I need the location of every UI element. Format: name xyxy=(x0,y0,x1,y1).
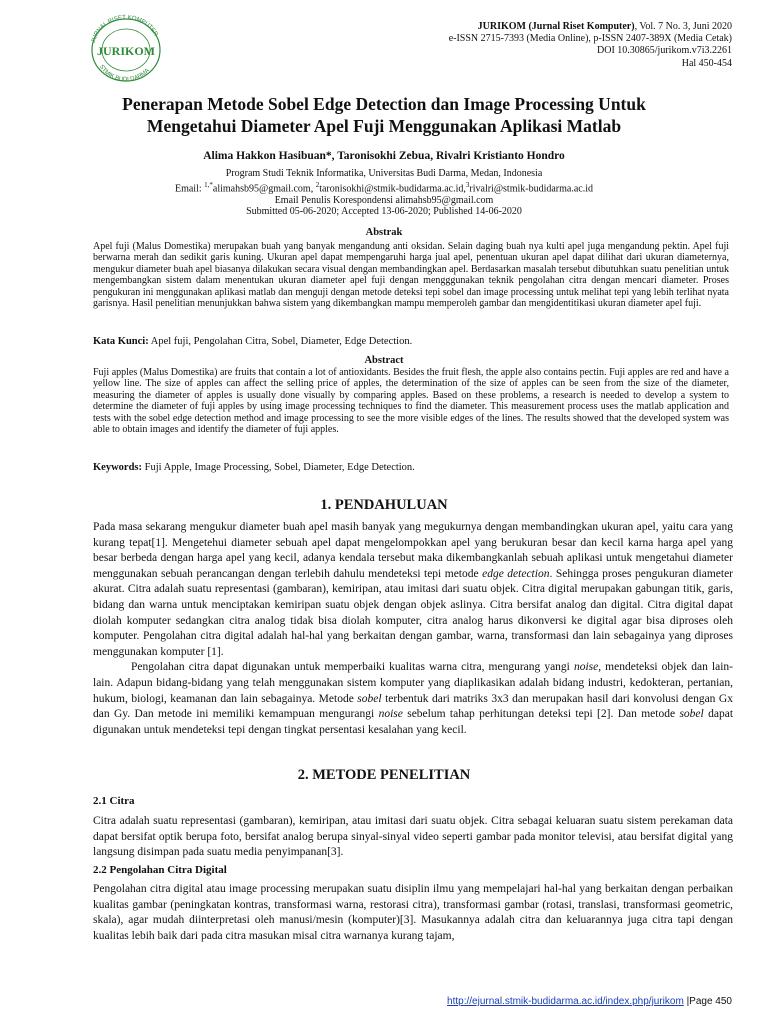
section-1-paragraph-2: Pengolahan citra dapat digunakan untuk memperbaiki kualitas warna citra, mengurang yangi noise, mendeteksi objek dan lain-lain. Adapun bidang-bidang yang telah menggunakan sistem komputer yang diaplikasikan adalah bidang industri, kedokteran, pertanian, hukum, biologi, keamanan dan lain sebagainya. Metode sobel terbentuk dari matriks 3x3 dan merupakan hasil dari konvolusi dengan Gx dan Gy. Dan metode ini memiliki kemampuan mengurangi noise sebelum tahap perhitungan deteksi tepi [2]. Dan metode sobel dapat digunakan untuk mendeteksi tepi dengan tingkat persentasi kesalahan yang kecil. xyxy=(93,661,734,736)
keywords-text: Fuji Apple, Image Processing, Sobel, Diameter, Edge Detection. xyxy=(142,462,415,473)
logo-ring-bottom: STMIK BUDI DARMA xyxy=(97,64,151,83)
email-3: rivalri@stmik-budidarma.ac.id xyxy=(469,182,594,194)
journal-name: JURIKOM (Jurnal Riset Komputer) xyxy=(477,21,635,32)
section-2-heading: 2. METODE PENELITIAN xyxy=(297,767,471,783)
abstrak-heading: Abstrak xyxy=(365,227,403,238)
keywords xyxy=(93,462,729,473)
page-footer xyxy=(447,996,732,1007)
journal-issn: e-ISSN 2715-7393 (Media Online), p-ISSN 2407-389X (Media Cetak) xyxy=(448,33,732,45)
svg-text:STMIK BUDI DARMA xyxy=(98,64,151,83)
logo-ring-top: JURNAL RISET KOMPUTER xyxy=(90,14,159,44)
authors: Alima Hakkon Hasibuan*, Taronisokhi Zebua, Rivalri Kristianto Hondro xyxy=(203,150,565,162)
subsection-2-2-body: Pengolahan citra digital atau image processing merupakan suatu disiplin ilmu yang mempelajari hal-hal yang berkaitan dengan perbaikan kualitas gambar (peningkatan kontras, transformasi warna, restorasi citra), transformasi gambar (rotasi, translasi, transformasi geometric, skala), agar mudah diinterpretasi oleh manusi/mesin (komputer)[3]. Masukannya adalah citra dan keluarannya juga citra tapi dengan kualitas lebih baik dari pada citra masukan misal citra warnanya kurang tajam, xyxy=(93,883,733,942)
journal-issue: , Vol. 7 No. 3, Juni 2020 xyxy=(634,21,732,32)
title-line-2: Mengetahui Diameter Apel Fuji Menggunakan Aplikasi Matlab xyxy=(146,116,622,136)
title-line-1: Penerapan Metode Sobel Edge Detection dan Image Processing Untuk xyxy=(122,94,646,114)
submission-dates: Submitted 05-06-2020; Accepted 13-06-2020; Published 14-06-2020 xyxy=(246,206,522,218)
emails xyxy=(60,180,708,195)
jurikom-logo xyxy=(86,13,166,83)
journal-doi: DOI 10.30865/jurikom.v7i3.2261 xyxy=(597,45,732,57)
keywords-label: Keywords: xyxy=(93,462,142,473)
page-number: |Page 450 xyxy=(683,996,732,1007)
kata-kunci-text: Apel fuji, Pengolahan Citra, Sobel, Diameter, Edge Detection. xyxy=(148,336,413,347)
email-sup-1: 1,* xyxy=(204,180,213,189)
subsection-2-2-heading: 2.2 Pengolahan Citra Digital xyxy=(93,864,227,876)
section-1-paragraph-1: Pada masa sekarang mengukur diameter buah apel masih banyak yang megukurnya dengan membandingkan ukuran apel, yaitu cara yang kurang tepat[1]. Mengetehui diameter sebuah apel dapat mengelompokkan apel yang berukuran besar dan kecil karna harga apel yang besar berbeda dengan harga apel yang kecil, adanya kendala tersebut maka dikembangkanlah sebuah aplikasi untuk mengetahui diameter menggunakan sebuah perancangan dengan terlebih dahulu mendeteksi tepi metode edge detection. Sehingga proses pengukuran diameter akurat. Citra adalah suatu representasi (gambaran), kemiripan, atau imitasi dari suatu objek. Citra digital merupakan gabungan titik, garis, bidang dan warna untuk menciptakan kemiripan suatu objek dengan objek aslinya. Citra bersifat analog dan digital. Citra digital dapat diolah komputer sedangkan citra analog tidak bisa diolah komputer, citra analog harus dikonversi ke digital agar bisa diproses oleh komputer. Pengolahan citra digital adalah hal-hal yang berkaitan dengan gambar, warna, transformasi dan lain sebagainya yang diproses menggunakan komputer [1]. xyxy=(93,521,734,658)
logo-name: JURIKOM xyxy=(97,44,155,58)
email-2: taronisokhi@stmik-budidarma.ac.id, xyxy=(319,182,466,194)
journal-info xyxy=(312,21,732,70)
email-sup-3: 3 xyxy=(465,180,470,189)
journal-pages: Hal 450-454 xyxy=(681,57,732,69)
corresponding-email: Email Penulis Korespondensi alimahsb95@gmail.com xyxy=(274,194,494,206)
section-1-body xyxy=(93,520,733,738)
email-1: alimahsb95@gmail.com, xyxy=(212,182,316,194)
abstrak-text: Apel fuji (Malus Domestika) merupakan buah yang banyak mengandung anti oksidan. Selain daging buah nya kulti apel juga mengandung pektin. Apel fuji berwarna merah dan sedikit garis kuning. Ukuran apel dapat mempengaruhi harga jual apel, penentuan ukuran apel dapat dilihat dari ukuran diameternya, mengukur diameter buah apel biasanya dilakukan secara visual dengan membandingkan apel. Berdasarkan masalah tersebut dibutuhkan suatu penelitian untuk mengembangkan sistem dalam menentukan ukuran diameter apel fuji dengan mengggunakan teknik pengolahan citra dengan mencari diameter. Proses pengukuran ini menggunakan aplikasi matlab dan menguji dengan metode deteksi tepi sobel dan image processing untuk melihat tepi yang lebih terlihat nyata garisnya. Hasil penelitian menunjukkan bahwa sistem yang dikembangkan mampu memperoleh gambar dan mengidentitikasi ukuran diameter apel fuji. xyxy=(93,241,729,310)
program: Program Studi Teknik Informatika, Universitas Budi Darma, Medan, Indonesia xyxy=(225,168,543,179)
abstract-text: Fuji apples (Malus Domestika) are fruits that contain a lot of antioxidants. Besides the fruit flesh, the apple also contains pectin. Fuji apples are red and have a yellow line. The size of apples can affect the selling price of apples, the determination of the size of apples can be seen from the size of the diameter, measuring the diameter of apples is usually done visually by comparing apples. Based on these problems, a research is needed to develop a system to determine the diameter of fuji apples by using image processing techniques to find the diameter. This measurement process uses the matlab application and tests with the sobel edge detection method and image processing to see the more visible edges of the lines. The results showed that the developed system was able to obtain images and identify the diameter of fuji apples. xyxy=(93,367,729,436)
section-1-heading: 1. PENDAHULUAN xyxy=(320,497,448,513)
kata-kunci xyxy=(93,336,729,347)
subsection-2-1-body: Citra adalah suatu representasi (gambaran), kemiripan, atau imitasi dari suatu objek. Citra sebagai keluaran suatu sistem perekaman data dapat bersifat optik berupa foto, bersifat analog berupa sinyal-sinyal video seperti gambar pada monitor televisi, atau bersifat digital yang langsung disimpan pada suatu media penyimpanan[3]. xyxy=(93,815,733,859)
kata-kunci-label: Kata Kunci: xyxy=(93,336,149,347)
journal-url-link[interactable]: http://ejurnal.stmik-budidarma.ac.id/index.php/jurikom xyxy=(447,996,684,1007)
email-sup-2: 2 xyxy=(315,180,320,189)
affiliation xyxy=(60,168,708,218)
subsection-2-1-heading: 2.1 Citra xyxy=(93,795,135,807)
email-label: Email: xyxy=(174,182,205,194)
paper-title xyxy=(60,93,708,137)
abstract-heading: Abstract xyxy=(364,355,404,366)
